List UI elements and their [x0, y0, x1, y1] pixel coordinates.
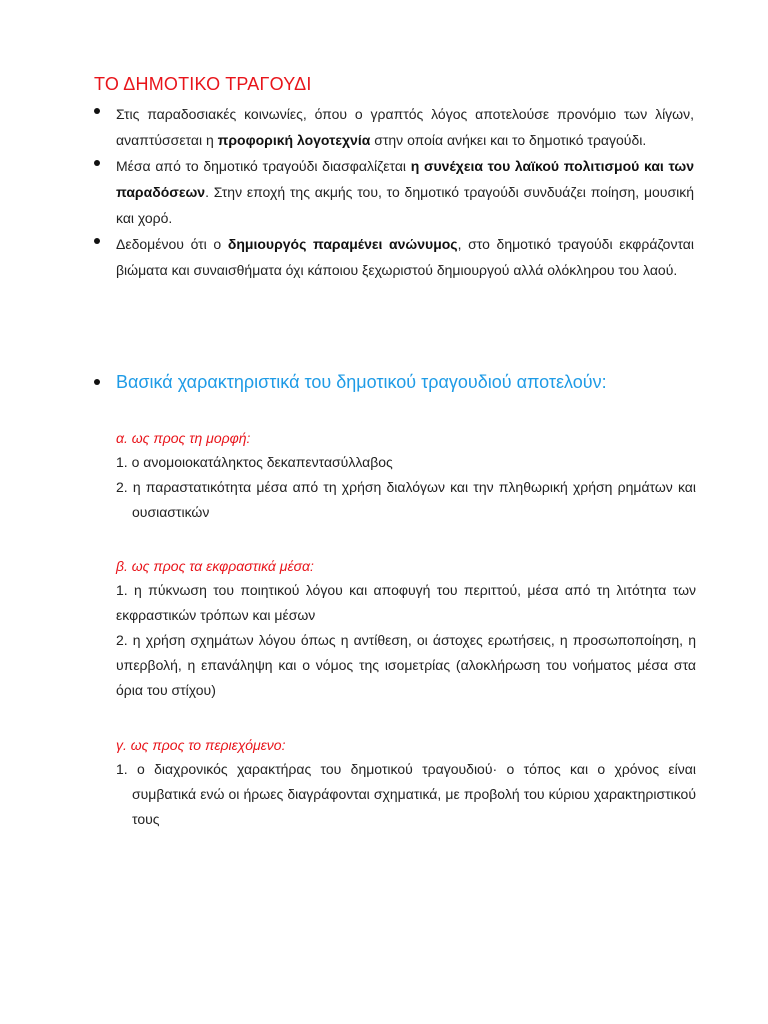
heading-text: Βασικά χαρακτηριστικά του δημοτικού τραγουδιού αποτελούν: [116, 372, 607, 392]
subsection-item: 1. ο ανομοιοκατάληκτος δεκαπεντασύλλαβος [116, 454, 393, 470]
subsection-title: α. ως προς τη μορφή: [116, 430, 251, 446]
bullet-text: Μέσα από το δημοτικό τραγούδι διασφαλίζεται η συνέχεια του λαϊκού πολιτισμού και των παραδόσεων. Στην εποχή της ακμής του, το δημοτικό τραγούδι συνδυάζει ποίηση, μουσική και χορό. [116, 158, 694, 226]
bullet-icon [94, 238, 100, 244]
subsection-title: γ. ως προς το περιεχόμενο: [116, 737, 286, 753]
subsection-item: 2. η χρήση σχημάτων λόγου όπως η αντίθεση, οι άστοχες ερωτήσεις, η προσωποποίηση, η υπερβολή, η επανάληψη και ο νόμος της ισομετρίας (αλοκλήρωση του νοήματος μέσα στα όρια του στίχου) [116, 632, 696, 698]
characteristics-heading [94, 368, 714, 396]
bullet-text: Δεδομένου ότι ο δημιουργός παραμένει ανώνυμος, στο δημοτικό τραγούδι εκφράζονται βιώματα και συναισθήματα όχι κάποιου ξεχωριστού δημιουργού αλλά ολόκληρου του λαού. [116, 236, 694, 278]
subsection-item: 2. η παραστατικότητα μέσα από τη χρήση διαλόγων και την πληθωρική χρήση ρημάτων και ουσιαστικών [116, 479, 696, 520]
subsection-expressive-means [116, 554, 696, 703]
bullet-icon [94, 160, 100, 166]
subsection-form [116, 426, 696, 525]
bullet-icon [94, 108, 100, 114]
intro-bullet-item [94, 231, 694, 283]
intro-bullet-item [94, 101, 694, 153]
subsection-title: β. ως προς τα εκφραστικά μέσα: [116, 558, 314, 574]
bullet-text: Στις παραδοσιακές κοινωνίες, όπου ο γραπτός λόγος αποτελούσε προνόμιο των λίγων, αναπτύσσεται η προφορική λογοτεχνία στην οποία ανήκει και το δημοτικό τραγούδι. [116, 106, 694, 148]
subsection-item: 1. ο διαχρονικός χαρακτήρας του δημοτικού τραγουδιού· ο τόπος και ο χρόνος είναι συμβατικά ενώ οι ήρωες διαγράφονται σχηματικά, με προβολή του κύριου χαρακτηριστικού τους [116, 761, 696, 827]
page-title: ΤΟ ΔΗΜΟΤΙΚΟ ΤΡΑΓΟΥΔΙ [94, 74, 312, 94]
subsection-content [116, 733, 696, 832]
intro-bullet-list [94, 101, 694, 283]
bullet-icon [94, 379, 100, 385]
intro-bullet-item [94, 153, 694, 231]
subsection-item: 1. η πύκνωση του ποιητικού λόγου και αποφυγή του περιττού, μέσα από τη λιτότητα των εκφραστικών τρόπων και μέσων [116, 582, 696, 623]
